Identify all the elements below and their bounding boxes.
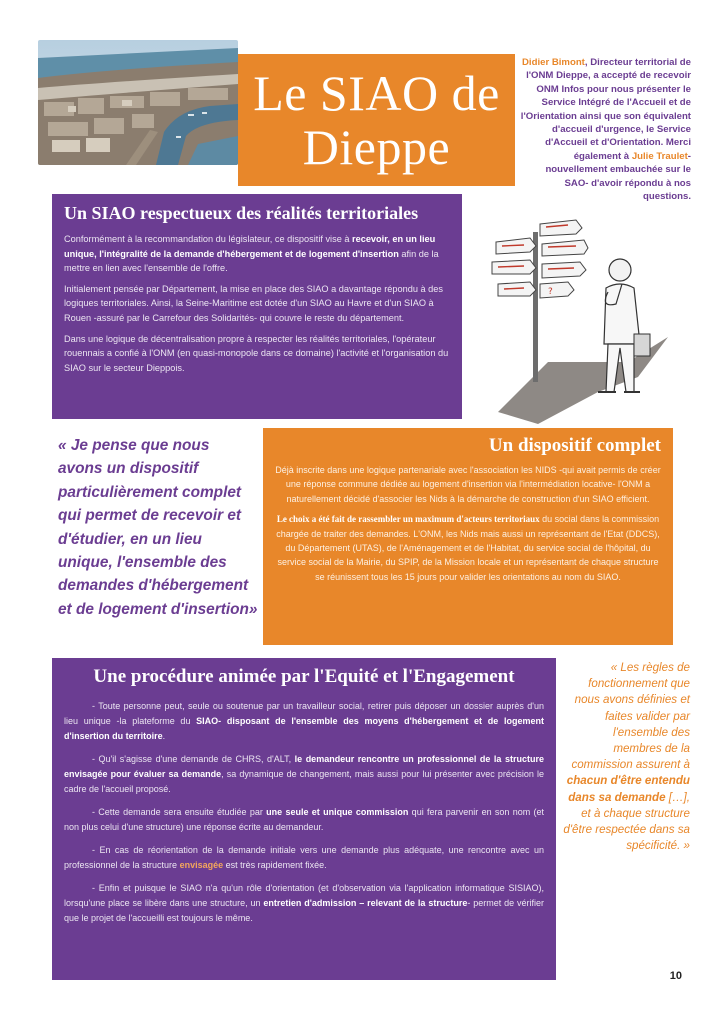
section-dispositif [263, 428, 673, 645]
signpost-illustration [478, 212, 678, 427]
section-territorial-p1: Conformément à la recommandation du législateur, ce dispositif vise à recevoir, en un lieu unique, l'intégralité de la demande d'hébergement et de logement d'insertion afin de la mettre en lien avec l'ensemble de l'offre. [64, 234, 439, 274]
intro-paragraph [520, 56, 691, 203]
title-line-1: Le SIAO de [253, 65, 500, 121]
page-title [238, 54, 515, 186]
intro-name: Didier Bimont [521, 57, 585, 68]
section-territorial-heading: Un SIAO respectueux des réalités territoriales [64, 203, 419, 223]
section-procedure-p3: - Cette demande sera ensuite étudiée par une seule et unique commission qui fera parvenir en son nom (et non plus celui d'une structure) une réponse écrite au demandeur. [64, 807, 545, 832]
section-dispositif-p2: Le choix a été fait de rassembler un maximum d'acteurs territoriaux du social dans la commission chargée de traiter des demandes. L'ONM, les Nids mais aussi un représentant de l'Etat (DDCS), du Département (UTAS), de l'Aménagement et de l'Habitat, du service social de l'hôpital, du service social de la Mairie, du SPIP, de la Mission locale et un représentant de chaque structure se réunissent tous les 15 jours pour valider les orientations au nom du SIAO. [276, 514, 660, 582]
section-procedure-heading: Une procédure animée par l'Equité et l'Engagement [93, 666, 515, 687]
section-territorial-p2: Initialement pensée par Département, la mise en place des SIAO a davantage répondu à des logiques territoriales. Ainsi, la Seine-Maritime est dotée d'un SIAO au Havre et d'un SIAO à Rouen -assuré par le Carrefour des Solidarités- qui couvre le reste du département. [64, 283, 443, 323]
section-procedure-p5: - Enfin et puisque le SIAO n'a qu'un rôle d'orientation (et d'observation via l'application informatique SISIAO), lorsqu'une place se libère dans une structure, un entretien d'admission – relevant de la structure- permet de vérifier que le projet de l'accueilli est toujours le même. [64, 883, 544, 923]
section-procedure [52, 658, 556, 980]
section-dispositif-p1: Déjà inscrite dans une logique partenariale avec l'association les NIDS -qui avait permis de créer une réponse commune dédiée au logement d'insertion via l'intermédiation locative- l'ONM a naturellement décidé d'associer les Nids à la démarche de construction d'un SIAO efficient. [275, 465, 661, 504]
quote-commission: « Les règles de fonctionnement que nous avons définies et faites valider par l'ensemble des membres de la commission assurent à chacun d'être entendu dans sa demande […], et à chaque structure d'être respectée dans sa spécificité. » [563, 661, 690, 853]
section-dispositif-heading: Un dispositif complet [488, 435, 661, 456]
svg-text:?: ? [548, 287, 553, 297]
intro-text: , Directeur territorial de l'ONM Dieppe, a accepté de recevoir ONM Infos pour nous présenter le Service Intégré de l'Accueil et de l'Orientation ainsi que son équivalent d'accueil d'urgence, le Service d'Accueil et d'Orientation. Merci également à [520, 57, 691, 162]
title-line-2: Dieppe [302, 119, 451, 175]
section-territorial-p3: Dans une logique de décentralisation propre à respecter les réalités territoriales, l'opérateur rouennais a confié à l'ONM (en quasi-monopole dans ce domaine) l'activité et l'organisation du SIAO sur le secteur Dieppois. [64, 333, 449, 373]
intro-text-2: - nouvellement embauchée sur le SAO- d'avoir répondu à nos questions. [545, 150, 691, 203]
section-territorial [52, 194, 462, 419]
intro-name-2: Julie Traulet [631, 150, 688, 162]
aerial-photo-dieppe [38, 40, 238, 165]
quote-dispositif: « Je pense que nous avons un dispositif particulièrement complet qui permet de recevoir et d'étudier, en un lieu unique, l'ensemble des demandes d'hébergement et de logement d'insertion» [58, 437, 258, 618]
page-number: 10 [669, 970, 682, 982]
section-procedure-p4: - En cas de réorientation de la demande initiale vers une demande plus adéquate, une rencontre avec un professionnel de la structure envisagée est très rapidement fixée. [64, 845, 544, 870]
section-procedure-p2: - Qu'il s'agisse d'une demande de CHRS, d'ALT, le demandeur rencontre un professionnel de la structure envisagée pour évaluer sa demande, sa dynamique de changement, mais aussi pour lui présenter avec précision le cadre de l'accueil proposé. [64, 754, 544, 794]
section-procedure-p1: - Toute personne peut, seule ou soutenue par un travailleur social, retirer puis déposer un dossier auprès d'un lieu unique -la plateforme du SIAO- disposant de l'ensemble des moyens d'hébergement et de logement d'insertion du territoire. [64, 701, 544, 741]
